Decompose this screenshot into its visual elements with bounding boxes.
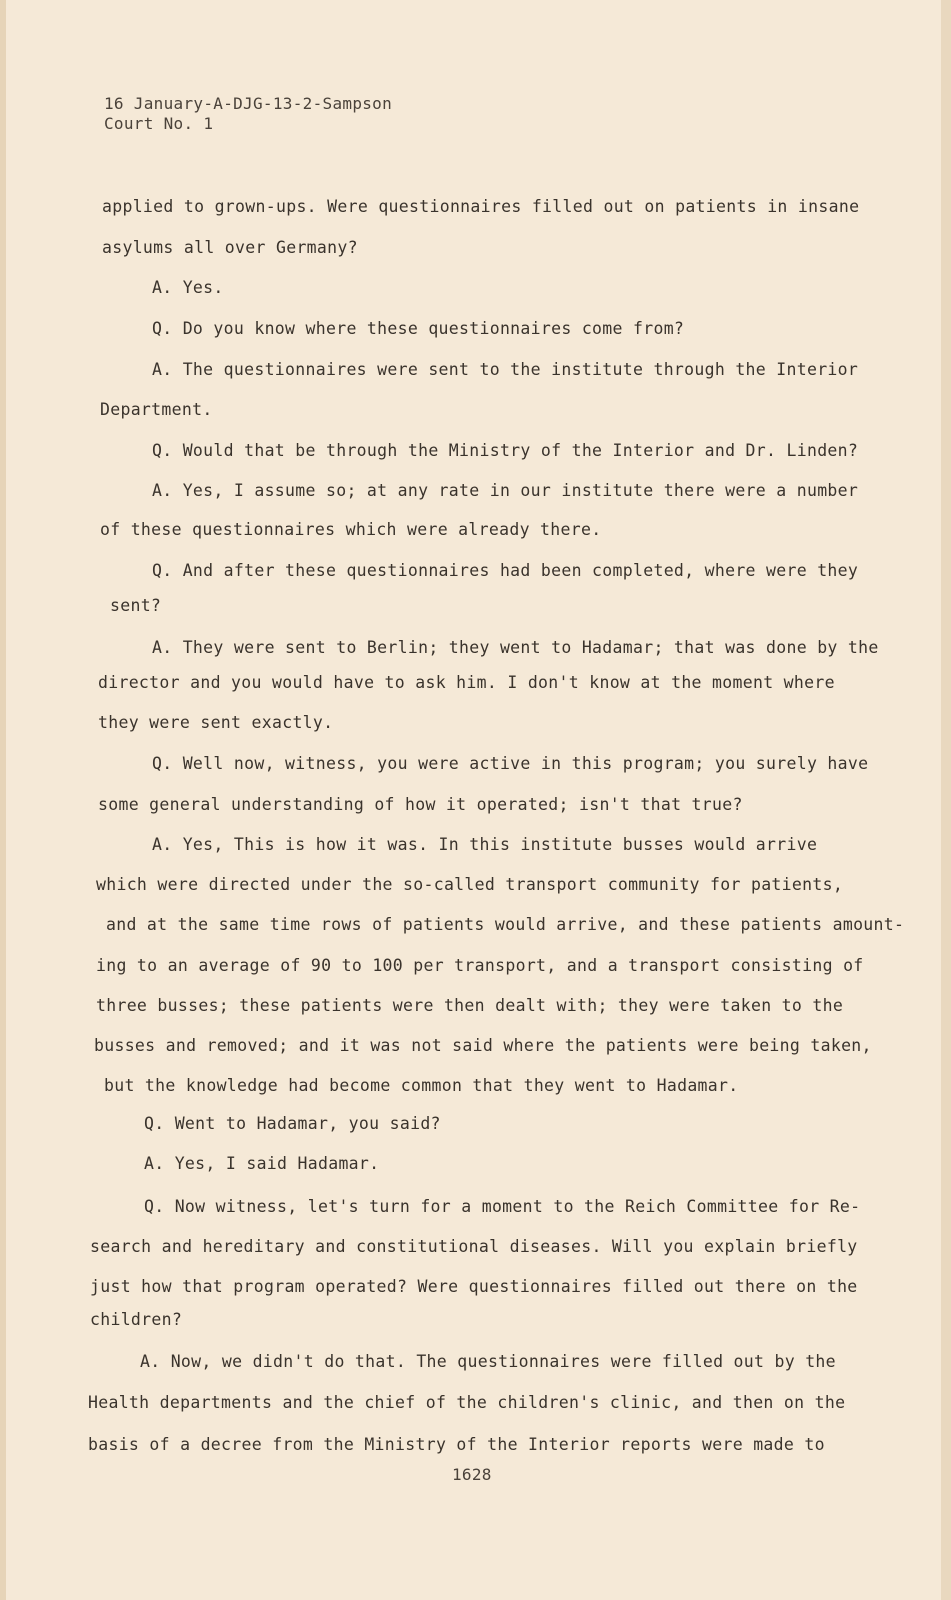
text-line: A. Yes, This is how it was. In this institute busses would arrive (152, 835, 818, 854)
text-line: A. Now, we didn't do that. The questionnaires were filled out by the (140, 1352, 836, 1371)
text-line: some general understanding of how it operated; isn't that true? (98, 795, 743, 814)
text-line: children? (90, 1310, 183, 1329)
text-line: but the knowledge had become common that they went to Hadamar. (104, 1076, 739, 1095)
text-line: just how that program operated? Were questionnaires filled out there on the (90, 1277, 858, 1296)
text-line: they were sent exactly. (98, 713, 334, 732)
page-number: 1628 (452, 1465, 492, 1484)
text-line: Q. Would that be through the Ministry of the Interior and Dr. Linden? (152, 441, 859, 460)
text-line: which were directed under the so-called transport community for patients, (96, 875, 844, 894)
text-line: director and you would have to ask him. I don't know at the moment where (98, 673, 835, 692)
text-line: Q. Well now, witness, you were active in this program; you surely have (152, 754, 869, 773)
text-line: A. Yes. (152, 278, 224, 297)
text-line: Q. And after these questionnaires had been completed, where were they (152, 561, 859, 580)
text-line: Q. Went to Hadamar, you said? (144, 1114, 441, 1133)
text-line: Q. Do you know where these questionnaires come from? (152, 319, 685, 338)
text-line: sent? (110, 596, 162, 615)
text-line: and at the same time rows of patients would arrive, and these patients amount- (106, 915, 905, 934)
text-line: basis of a decree from the Ministry of the Interior reports were made to (88, 1435, 825, 1454)
text-line: Q. Now witness, let's turn for a moment to the Reich Committee for Re- (144, 1197, 861, 1216)
text-line: A. They were sent to Berlin; they went to Hadamar; that was done by the (152, 638, 879, 657)
text-line: busses and removed; and it was not said where the patients were being taken, (94, 1036, 872, 1055)
text-line: A. The questionnaires were sent to the institute through the Interior (152, 360, 859, 379)
text-line: search and hereditary and constitutional diseases. Will you explain briefly (90, 1237, 858, 1256)
header-line-1: 16 January-A-DJG-13-2-Sampson (104, 94, 393, 113)
text-line: of these questionnaires which were already there. (100, 520, 602, 539)
text-line: three busses; these patients were then dealt with; they were taken to the (96, 996, 844, 1015)
text-line: applied to grown-ups. Were questionnaires filled out on patients in insane (102, 197, 860, 216)
text-line: ing to an average of 90 to 100 per transport, and a transport consisting of (96, 956, 864, 975)
header-line-2: Court No. 1 (104, 114, 214, 133)
text-line: A. Yes, I assume so; at any rate in our institute there were a number (152, 481, 859, 500)
text-line: Department. (100, 400, 213, 419)
text-line: Health departments and the chief of the children's clinic, and then on the (88, 1393, 846, 1412)
text-line: asylums all over Germany? (102, 238, 358, 257)
text-line: A. Yes, I said Hadamar. (144, 1154, 380, 1173)
